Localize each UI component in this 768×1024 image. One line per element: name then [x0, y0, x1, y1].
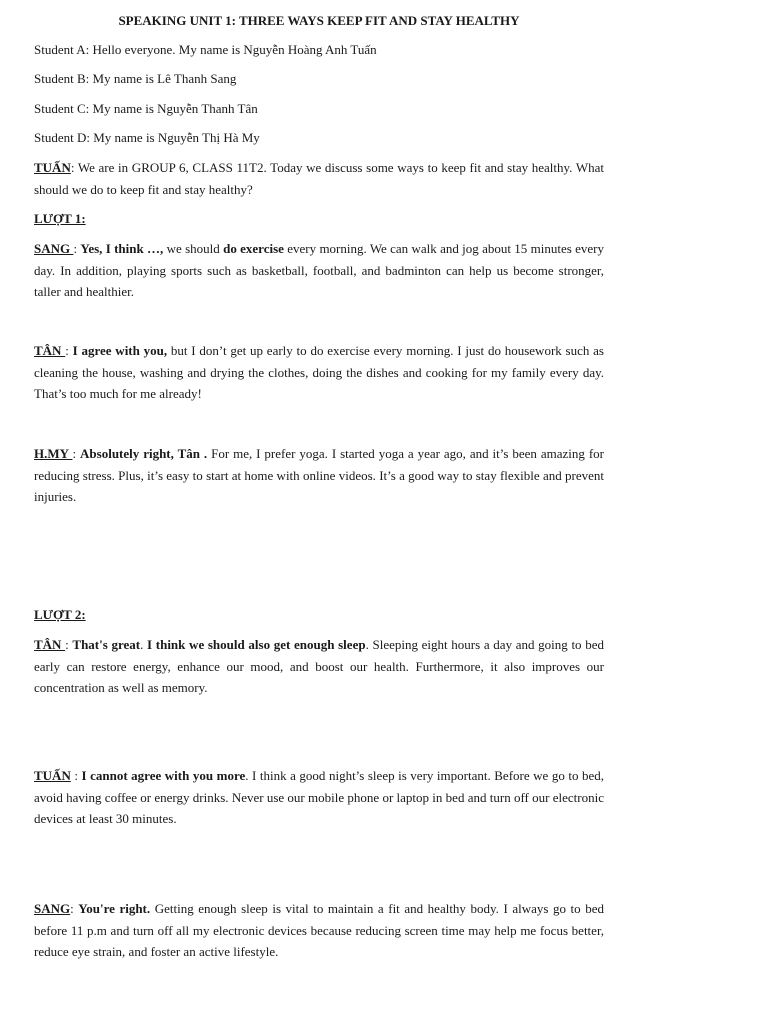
speaker-name: SANG [34, 901, 71, 916]
speaker-separator: : [70, 160, 78, 175]
section-heading: LƯỢT 2: [34, 607, 86, 622]
bold-phrase: I agree with you, [72, 343, 168, 358]
student-b-line [34, 70, 604, 88]
bold-phrase: do exercise [223, 241, 284, 256]
student-intro-text: My name is Lê Thanh Sang [89, 71, 237, 86]
round-2-turn-tan [34, 634, 604, 699]
bold-phrase: Absolutely right, Tân . [80, 446, 208, 461]
section-heading: LƯỢT 1: [34, 211, 86, 226]
bold-phrase: I cannot agree with you more [81, 768, 246, 783]
speaker-separator: : [70, 768, 82, 783]
paragraph-text: For me, I prefer yoga. I started yoga a year ago, and it’s been amazing for reducing stress. Plus, it’s easy to start at home with online videos. It’s a good way to stay flexible and prevent injuries. [34, 446, 604, 504]
paragraph-text: every morning. We can walk and jog about 15 minutes every day. In addition, playing sports such as basketball, football, and badminton can help us become stronger, taller and healthier. [34, 241, 604, 299]
speaker-name: TUẤN [34, 160, 71, 175]
student-label: Student A: [34, 42, 90, 57]
round-1-turn-sang [34, 238, 604, 303]
speaker-separator: : [70, 901, 79, 916]
bold-phrase: Yes, I think …, [80, 241, 164, 256]
speaker-name: H.MY [34, 446, 73, 461]
speaker-name: SANG [34, 241, 74, 256]
round-1-turn-tan [34, 340, 604, 405]
student-d-line [34, 129, 604, 147]
speaker-separator: : [73, 241, 81, 256]
student-intro-text: My name is Nguyễn Thanh Tân [89, 101, 258, 116]
round-2-heading [34, 606, 604, 624]
speaker-separator: : [65, 343, 73, 358]
round-2-turn-sang [34, 898, 604, 963]
paragraph-text: . I think a good night’s sleep is very important. Before we go to bed, avoid having coffee or energy drinks. Never use our mobile phone or laptop in bed and turn off our electronic devices at least 30 minutes. [34, 768, 605, 826]
speaker-name: TUẤN [34, 768, 71, 783]
intro-paragraph [34, 157, 604, 200]
bold-phrase: That's great [72, 637, 141, 652]
speaker-separator: : [65, 637, 73, 652]
student-label: Student B: [34, 71, 90, 86]
speaker-name: TÂN [34, 637, 66, 652]
document-title: SPEAKING UNIT 1: THREE WAYS KEEP FIT AND STAY HEALTHY [118, 13, 520, 28]
paragraph-text: Getting enough sleep is vital to maintain a fit and healthy body. I always go to bed before 11 p.m and turn off all my electronic devices because reducing screen time may help me focus better, reduce eye strain, and foster an active lifestyle. [34, 901, 604, 959]
student-label: Student C: [34, 101, 90, 116]
student-a-line [34, 41, 604, 59]
student-intro-text: Hello everyone. My name is Nguyễn Hoàng Anh Tuấn [89, 42, 377, 57]
bold-phrase: You're right. [78, 901, 151, 916]
round-1-turn-hmy [34, 443, 604, 508]
paragraph-text: . Sleeping eight hours a day and going to bed early can restore energy, enhance our mood, and boost our health. Furthermore, it also improves our concentration as well as memory. [34, 637, 604, 695]
round-2-turn-tuan [34, 765, 604, 830]
speaker-separator: : [72, 446, 81, 461]
bold-phrase: I think we should also get enough sleep [147, 637, 366, 652]
student-intro-text: My name is Nguyễn Thị Hà My [89, 130, 260, 145]
student-label: Student D: [34, 130, 90, 145]
paragraph-text: We are in GROUP 6, CLASS 11T2. Today we discuss some ways to keep fit and stay healthy. What should we do to keep fit and stay healthy? [34, 160, 604, 197]
paragraph-text: we should [163, 241, 224, 256]
paragraph-text: but I don’t get up early to do exercise every morning. I just do housework such as cleaning the house, washing and drying the clothes, doing the dishes and cooking for my family every day. That’s too much for me already! [34, 343, 604, 401]
round-1-heading [34, 210, 604, 228]
paragraph-text: . [140, 637, 148, 652]
speaker-name: TÂN [34, 343, 66, 358]
student-c-line [34, 100, 604, 118]
